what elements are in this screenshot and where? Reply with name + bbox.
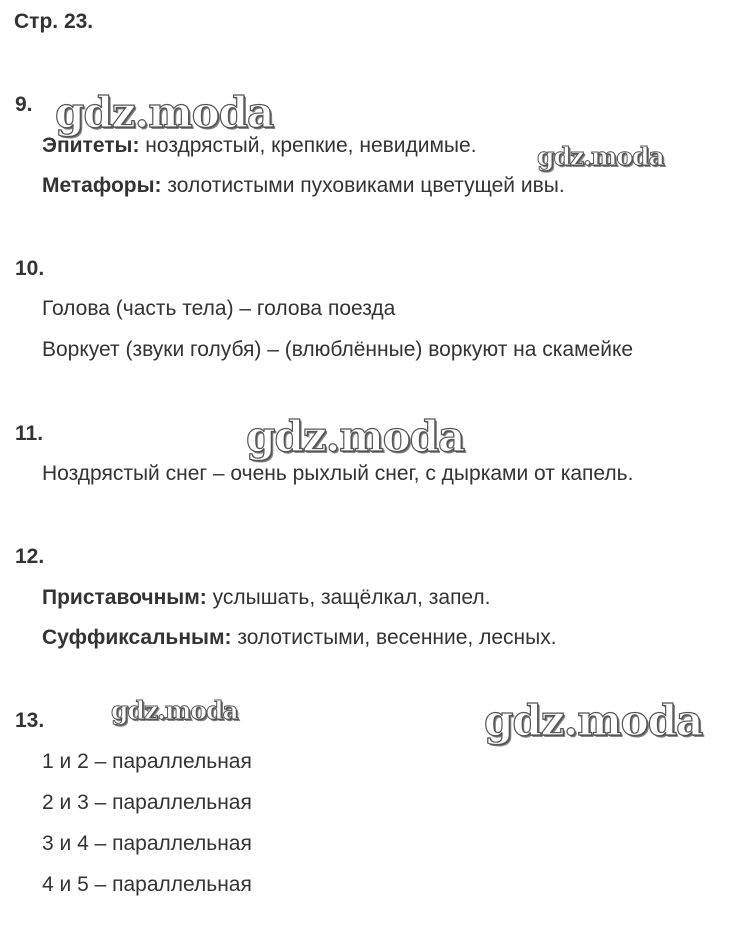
watermark-logo: gdz.moda — [537, 142, 664, 171]
task-10-line-2: Воркует (звуки голубя) – (влюблённые) воркуют на скамейке — [42, 338, 634, 361]
task-13-line-2: 2 и 3 – параллельная — [42, 791, 252, 814]
task-10-line-1: Голова (часть тела) – голова поезда — [42, 297, 396, 320]
task-9-line-1 — [42, 134, 477, 158]
task-13-line-4: 4 и 5 – параллельная — [42, 873, 252, 896]
watermark-logo: gdz.moda — [484, 696, 703, 745]
task-13-line-1: 1 и 2 – параллельная — [42, 750, 252, 773]
task-number-9: 9. — [15, 93, 33, 116]
task-number-10: 10. — [15, 257, 45, 280]
term-label: Приставочным: — [42, 586, 207, 609]
task-12-line-2 — [42, 626, 557, 650]
term-label: Суффиксальным: — [42, 626, 232, 649]
task-11-line-1: Ноздрястый снег – очень рыхлый снег, с дырками от капель. — [42, 462, 634, 485]
task-12-line-1 — [42, 586, 491, 610]
task-number-13: 13. — [15, 709, 45, 732]
task-13-line-3: 3 и 4 – параллельная — [42, 832, 252, 855]
watermark-logo: gdz.moda — [246, 412, 465, 461]
term-text: ноздрястый, крепкие, невидимые. — [139, 134, 477, 157]
term-text: услышать, защёлкал, запел. — [206, 586, 491, 609]
term-text: золотистыми, весенние, лесных. — [231, 626, 557, 649]
task-9-line-2 — [42, 174, 565, 198]
watermark-logo: gdz.moda — [55, 88, 274, 137]
term-text: золотистыми пуховиками цветущей ивы. — [161, 174, 565, 197]
watermark-logo: gdz.moda — [111, 696, 238, 725]
term-label: Метафоры: — [42, 174, 162, 197]
page-title: Стр. 23. — [14, 10, 94, 33]
task-number-12: 12. — [15, 545, 45, 568]
task-number-11: 11. — [15, 422, 44, 445]
term-label: Эпитеты: — [42, 134, 140, 157]
